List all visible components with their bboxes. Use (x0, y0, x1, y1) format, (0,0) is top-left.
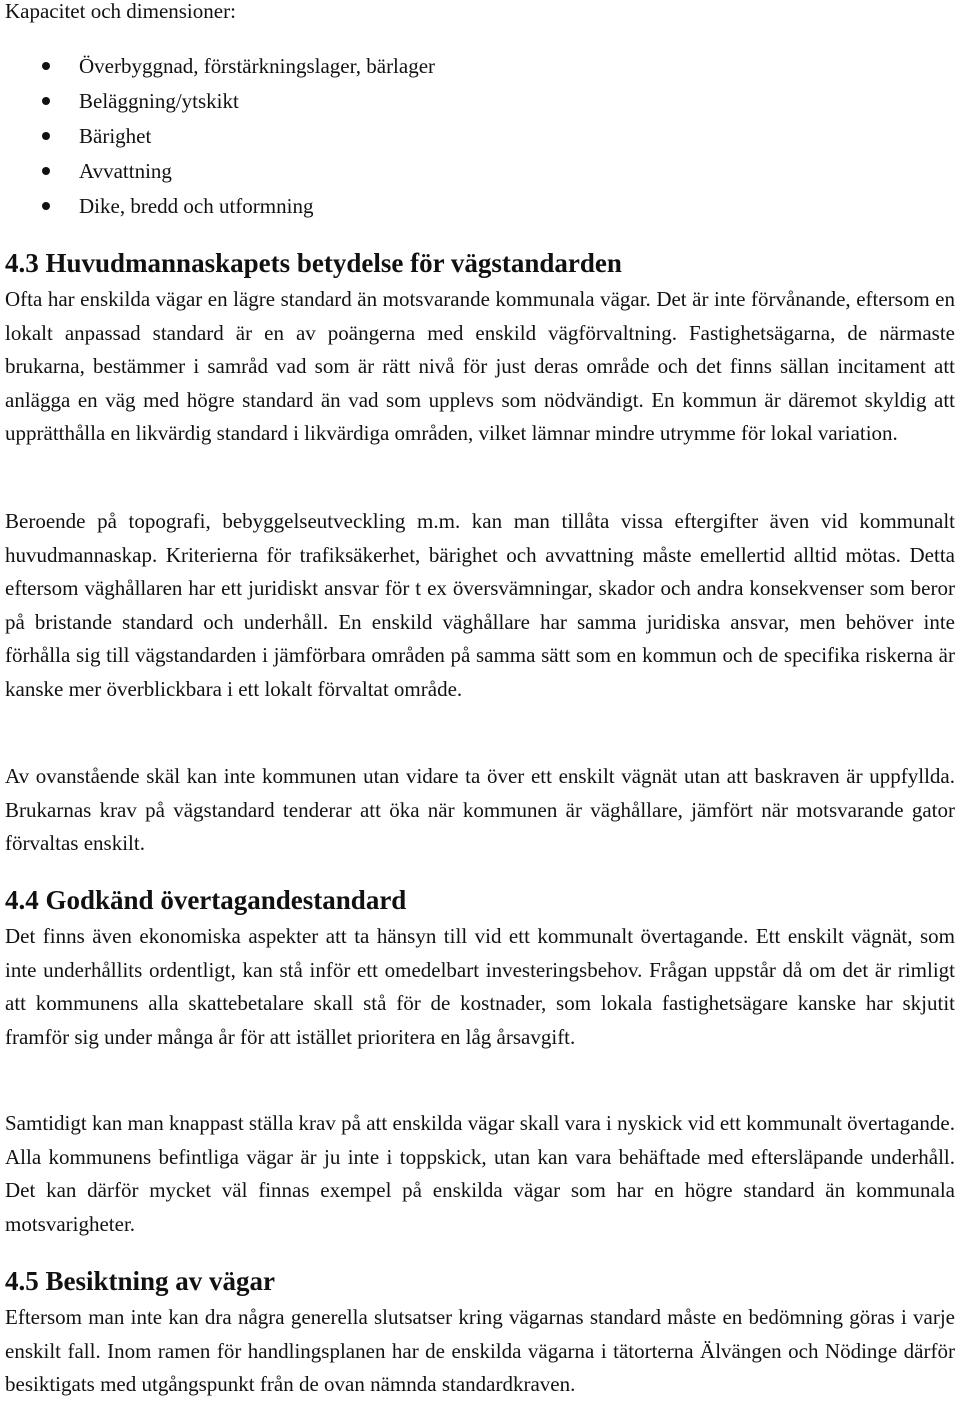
list-item: Dike, bredd och utformning (5, 189, 435, 224)
bullet-icon (42, 62, 50, 70)
paragraph: Beroende på topografi, bebyggelseutveckling m.m. kan man tillåta vissa eftergifter även vid kommunalt huvudmannaskap. Kriterierna för trafiksäkerhet, bärighet och avvattning måste emellertid alltid mötas. Detta eftersom väghållaren har ett juridiskt ansvar för t ex översvämningar, skador och andra konsekvenser som beror på bristande standard och underhåll. En enskild väghållare har samma juridiska ansvar, men behöver inte förhålla sig till vägstandarden i jämförbara områden på samma sätt som en kommun och de specifika riskerna är kanske mer överblickbara i ett lokalt förvaltat område. (5, 509, 955, 701)
intro-text: Kapacitet och dimensioner: (5, 0, 236, 23)
bullet-icon (42, 97, 50, 105)
paragraph: Det finns även ekonomiska aspekter att ta hänsyn till vid ett kommunalt övertagande. Ett enskilt vägnät, som inte underhållits ordentligt, kan stå inför ett omedelbart investeringsbehov. Frågan uppstår då om det är rimligt att kommunens alla skattebetalare skall stå för de kostnader, som lokala fastighetsägare kanske har skjutit framför sig under många år för att istället prioritera en låg årsavgift. (5, 924, 955, 1049)
bullet-icon (42, 167, 50, 175)
section-heading-4-5: 4.5 Besiktning av vägar (5, 1266, 276, 1296)
bullet-icon (42, 202, 50, 210)
list-item: Överbyggnad, förstärkningslager, bärlager (5, 49, 435, 84)
bullet-icon (42, 132, 50, 140)
list-item: Beläggning/ytskikt (5, 84, 435, 119)
section-heading-4-4: 4.4 Godkänd övertagandestandard (5, 885, 407, 915)
section-heading-4-3: 4.3 Huvudmannaskapets betydelse för vägstandarden (5, 248, 622, 278)
paragraph: Av ovanstående skäl kan inte kommunen utan vidare ta över ett enskilt vägnät utan att baskraven är uppfyllda. Brukarnas krav på vägstandard tenderar att öka när kommunen är väghållare, jämfört när motsvarande gator förvaltas enskilt. (5, 764, 955, 855)
paragraph: Ofta har enskilda vägar en lägre standard än motsvarande kommunala vägar. Det är inte förvånande, eftersom en lokalt anpassad standard är en av poängerna med enskild vägförvaltning. Fastighetsägarna, de närmaste brukarna, bestämmer i samråd vad som är rätt nivå för just deras område och det finns sällan incitament att anlägga en väg med högre standard än vad som upplevs som nödvändigt. En kommun är däremot skyldig att upprätthålla en likvärdig standard i likvärdiga områden, vilket lämnar mindre utrymme för lokal variation. (5, 287, 955, 445)
capacity-list (5, 49, 435, 224)
list-item: Avvattning (5, 154, 435, 189)
list-item: Bärighet (5, 119, 435, 154)
paragraph: Eftersom man inte kan dra några generella slutsatser kring vägarnas standard måste en bedömning göras i varje enskilt fall. Inom ramen för handlingsplanen har de enskilda vägarna i tätorterna Älvängen och Nödinge därför besiktigats med utgångspunkt från de ovan nämnda standardkraven. (5, 1305, 955, 1396)
paragraph: Samtidigt kan man knappast ställa krav på att enskilda vägar skall vara i nyskick vid ett kommunalt övertagande. Alla kommunens befintliga vägar är ju inte i toppskick, utan kan vara behäftade med eftersläpande underhåll. Det kan därför mycket väl finnas exempel på enskilda vägar som har en högre standard än kommunala motsvarigheter. (5, 1111, 955, 1236)
